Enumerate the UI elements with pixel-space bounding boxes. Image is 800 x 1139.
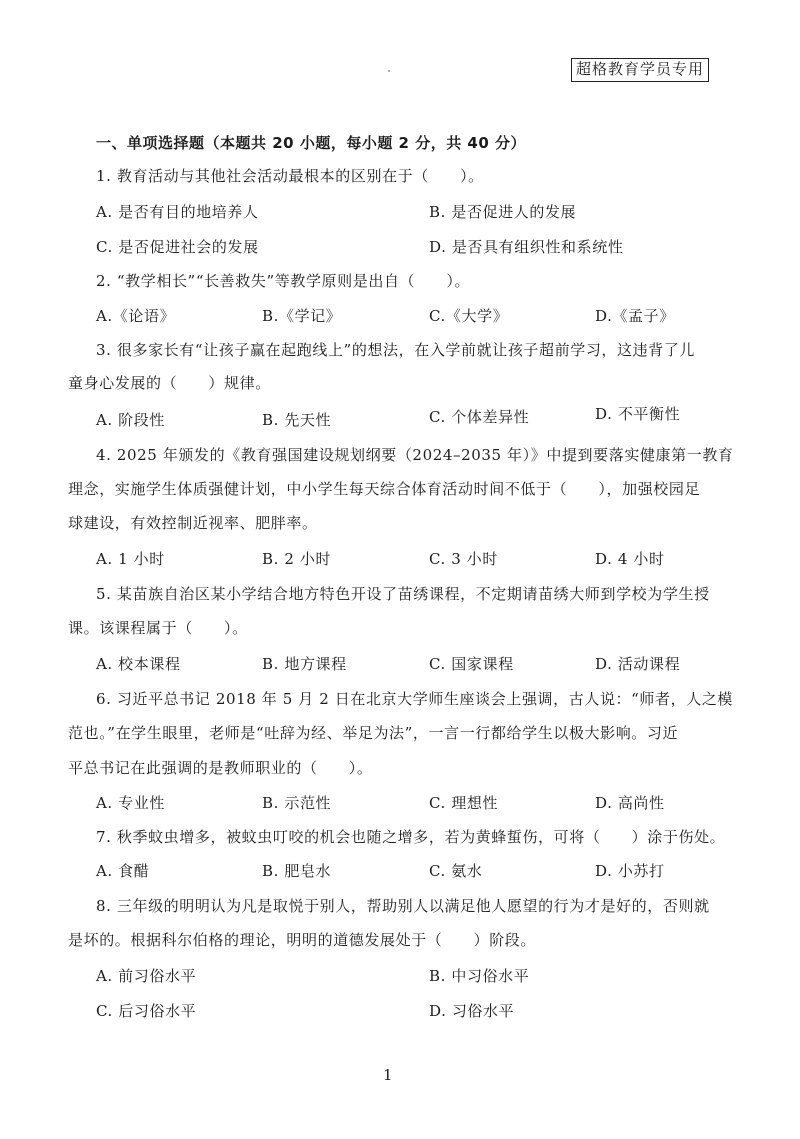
q5-option-a: A. 校本课程	[96, 655, 181, 673]
q4-option-a: A. 1 小时	[96, 550, 165, 568]
section-title: 一、单项选择题（本题共 20 小题，每小题 2 分，共 40 分）	[96, 134, 527, 152]
q6-option-c: C. 理想性	[429, 794, 499, 812]
q1-option-d: D. 是否具有组织性和系统性	[429, 238, 624, 256]
question-4-stem-line1: 4. 2025 年颁发的《教育强国建设规划纲要（2024–2035 年）》中提到要落实健康第一教育	[96, 446, 734, 464]
q3-option-a: A. 阶段性	[96, 411, 165, 429]
q3-option-b: B. 先天性	[262, 411, 332, 429]
question-1-stem: 1. 教育活动与其他社会活动最根本的区别在于（ ）。	[96, 167, 484, 185]
q6-option-d: D. 高尚性	[595, 794, 665, 812]
q2-option-a: A.《论语》	[96, 307, 176, 325]
q8-option-c: C. 后习俗水平	[96, 1002, 197, 1020]
q5-option-d: D. 活动课程	[595, 655, 681, 673]
question-6-stem-line1: 6. 习近平总书记 2018 年 5 月 2 日在北京大学师生座谈会上强调，古人说：“师者，人之模	[96, 690, 734, 708]
question-4-stem-line2: 理念，实施学生体质强健计划，中小学生每天综合体育活动时间不低于（ ），加强校园足	[68, 480, 701, 498]
q5-option-b: B. 地方课程	[262, 655, 347, 673]
q4-option-c: C. 3 小时	[429, 550, 498, 568]
question-6-stem-line3: 平总书记在此强调的是教师职业的（ ）。	[68, 759, 373, 777]
q8-option-d: D. 习俗水平	[429, 1002, 515, 1020]
q7-option-b: B. 肥皂水	[262, 862, 332, 880]
q2-option-b: B.《学记》	[262, 307, 342, 325]
q7-option-d: D. 小苏打	[595, 862, 665, 880]
scan-dot	[388, 70, 390, 72]
q6-option-a: A. 专业性	[96, 794, 165, 812]
q7-option-a: A. 食醋	[96, 862, 150, 880]
q6-option-b: B. 示范性	[262, 794, 332, 812]
question-5-stem-line2: 课。该课程属于（ ）。	[68, 619, 248, 637]
question-8-stem-line2: 是坏的。根据科尔伯格的理论，明明的道德发展处于（ ）阶段。	[68, 931, 537, 949]
q1-option-b: B. 是否促进人的发展	[429, 203, 577, 221]
question-3-stem-line1: 3. 很多家长有“让孩子赢在起跑线上”的想法，在入学前就让孩子超前学习，这违背了儿	[96, 341, 696, 359]
q1-option-c: C. 是否促进社会的发展	[96, 238, 259, 256]
question-4-stem-line3: 球建设，有效控制近视率、肥胖率。	[68, 514, 318, 532]
q4-option-b: B. 2 小时	[262, 550, 332, 568]
q4-option-d: D. 4 小时	[595, 550, 665, 568]
q7-option-c: C. 氨水	[429, 862, 483, 880]
question-8-stem-line1: 8. 三年级的明明认为凡是取悦于别人，帮助别人以满足他人愿望的行为才是好的，否则就	[96, 897, 710, 915]
question-6-stem-line2: 范也。”在学生眼里，老师是“吐辞为经、举足为法”，一言一行都给学生以极大影响。习近	[68, 724, 679, 742]
q2-option-d: D.《孟子》	[595, 307, 675, 325]
q2-option-c: C.《大学》	[429, 307, 509, 325]
q8-option-a: A. 前习俗水平	[96, 967, 197, 985]
q3-option-c: C. 个体差异性	[429, 408, 530, 426]
q8-option-b: B. 中习俗水平	[429, 967, 530, 985]
page-number: 1	[383, 1066, 393, 1084]
question-5-stem-line1: 5. 某苗族自治区某小学结合地方特色开设了苗绣课程，不定期请苗绣大师到学校为学生授	[96, 585, 710, 603]
q5-option-c: C. 国家课程	[429, 655, 514, 673]
question-3-stem-line2: 童身心发展的（ ）规律。	[68, 374, 271, 392]
question-2-stem: 2. “教学相长”“长善救失”等教学原则是出自（ ）。	[96, 272, 471, 290]
question-7-stem: 7. 秋季蚊虫增多，被蚊虫叮咬的机会也随之增多，若为黄蜂蜇伤，可将（ ）涂于伤处。	[96, 828, 726, 846]
stamp-box: 超格教育学员专用	[571, 58, 709, 82]
q1-option-a: A. 是否有目的地培养人	[96, 203, 259, 221]
q3-option-d: D. 不平衡性	[595, 405, 681, 423]
